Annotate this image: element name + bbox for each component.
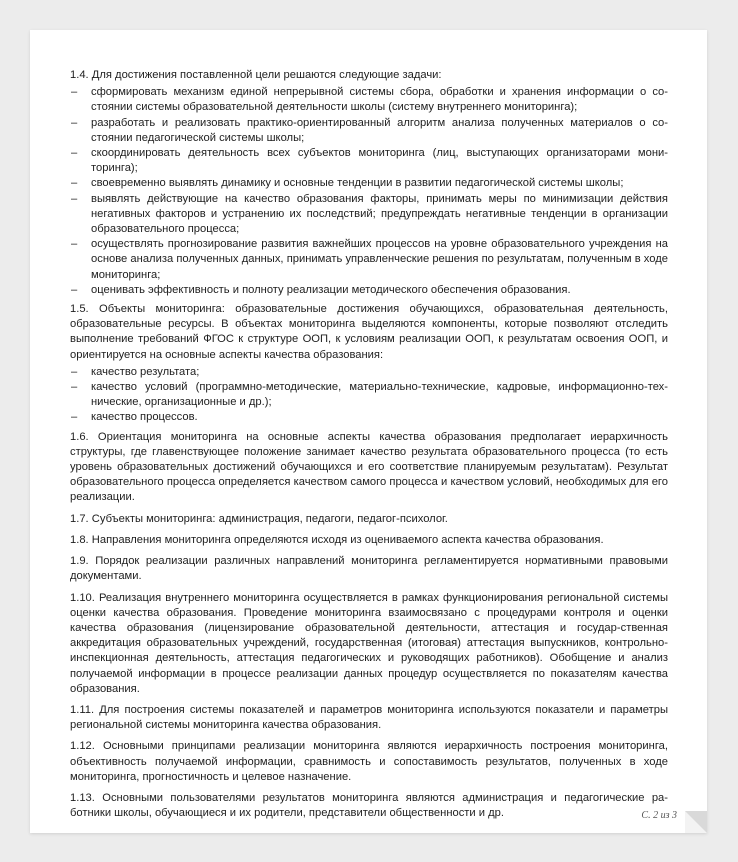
paragraph-1-10: 1.10. Реализация внутреннего мониторинга осуществляется в рамках функционирования региональной системы оценки качества образования. Проведение мониторинга взаимосвязано с процедурами контроля и оценки качества образования (лицензирование образовательной деятельности, аттестация и государ-ственная аккредитация образовательных учреждений, государственная (итоговая) аттестация выпускников, контрольно-инспекционная деятельность, аттестация педагогических и руководящих работников). Обобщение и анализ получаемой информации в процессе реализации данных процедур осуществляется по показателям качества образования. xyxy=(70,591,668,695)
list-item-text: качество условий (программно-методические, материально-технические, кадровые, информационно-тех-нические, организационные и др.); xyxy=(91,381,668,409)
paragraph-1-5-intro: 1.5. Объекты мониторинга: образовательные достижения обучающихся, образовательная деятельность, образовательные ресурсы. В объектах мониторинга выделяются компоненты, которые позволяют отследить выполнение требований ФГОС к структуре ООП, к условиям реализации ООП, к результатам освоения ООП, и ориентируется на основные аспекты качества образования: xyxy=(70,303,668,361)
dash-marker: – xyxy=(71,238,78,251)
list-item xyxy=(70,365,668,380)
paragraph-1-4-intro: 1.4. Для достижения поставленной цели решаются следующие задачи: xyxy=(70,69,442,81)
dash-marker: – xyxy=(71,283,78,296)
list-item-text: качество результата; xyxy=(91,365,200,378)
paragraph-1-7: 1.7. Субъекты мониторинга: администрация, педагоги, педагог-психолог. xyxy=(70,512,448,525)
paragraph-1-6: 1.6. Ориентация мониторинга на основные аспекты качества образования предполагает иерархичность структуры, где главенствующее положение занимает качество результата образовательного процесса (то есть уровень образовательных достижений обучающихся и его соответствие планируемым результатам). Результат образовательного процесса определяется качеством самого процесса и качеством условий, необходимых для его реализации. xyxy=(70,430,668,504)
list-item xyxy=(70,410,668,425)
dash-marker: – xyxy=(71,381,78,394)
list-item xyxy=(70,237,668,283)
list-item xyxy=(70,176,668,191)
dash-marker: – xyxy=(71,116,78,129)
list-item xyxy=(70,116,668,146)
document-page xyxy=(30,30,707,833)
list-item xyxy=(70,283,668,298)
dash-marker: – xyxy=(71,192,78,205)
list-item-text: скоординировать деятельность всех субъектов мониторинга (лиц, выступающих организаторами мони-торинга); xyxy=(91,147,668,175)
list-item xyxy=(70,85,668,115)
list-item xyxy=(70,192,668,238)
dash-marker: – xyxy=(71,177,78,190)
list-item-text: разработать и реализовать практико-ориентированный алгоритм анализа полученных материалов о со-стоянии педагогической системы школы; xyxy=(91,116,668,144)
task-list xyxy=(70,85,668,298)
dash-marker: – xyxy=(71,147,78,160)
aspects-list xyxy=(70,365,668,426)
list-item-text: сформировать механизм единой непрерывной системы сбора, обработки и хранения информации о со-стоянии системы образовательной деятельности школы (систему внутреннего мониторинга); xyxy=(91,86,668,114)
dash-marker: – xyxy=(71,411,78,424)
page-number: С. 2 из 3 xyxy=(641,810,677,821)
list-item xyxy=(70,380,668,410)
list-item-text: оценивать эффективность и полноту реализации методического обеспечения образования. xyxy=(91,283,571,296)
dash-marker: – xyxy=(71,86,78,99)
list-item xyxy=(70,146,668,176)
paragraph-1-13: 1.13. Основными пользователями результатов мониторинга являются администрация и педагогические ра-ботники школы, обучающиеся и их родители, представители общественности и др. xyxy=(70,791,668,820)
paragraph-1-8: 1.8. Направления мониторинга определяются исходя из оцениваемого аспекта качества образования. xyxy=(70,533,604,546)
list-item-text: своевременно выявлять динамику и основные тенденции в развитии педагогической системы школы; xyxy=(91,177,624,190)
page-corner-fold xyxy=(685,811,707,833)
list-item-text: качество процессов. xyxy=(91,411,198,424)
dash-marker: – xyxy=(71,365,78,378)
paragraph-1-9: 1.9. Порядок реализации различных направлений мониторинга регламентируется нормативными правовыми документами. xyxy=(70,555,668,583)
paragraph-1-12: 1.12. Основными принципами реализации мониторинга являются иерархичность построения мониторинга, объективность получаемой информации, сравнимость и сопоставимость результатов, полученных в ходе мониторинга, прогностичность и целевое назначение. xyxy=(70,740,668,783)
paragraph-1-11: 1.11. Для построения системы показателей и параметров мониторинга используются показатели и параметры региональной системы мониторинга качества образования. xyxy=(70,703,668,732)
list-item-text: осуществлять прогнозирование развития важнейших процессов на уровне образовательного учреждения на основе анализа полученных данных, принимать управленческие решения по результатам, полученным в ходе мониторинга; xyxy=(91,238,668,281)
list-item-text: выявлять действующие на качество образования факторы, принимать меры по минимизации действия негативных факторов и устранению их последствий; предупреждать негативные тенденции в организации образовательного процесса; xyxy=(91,192,668,236)
document-body xyxy=(70,68,668,827)
